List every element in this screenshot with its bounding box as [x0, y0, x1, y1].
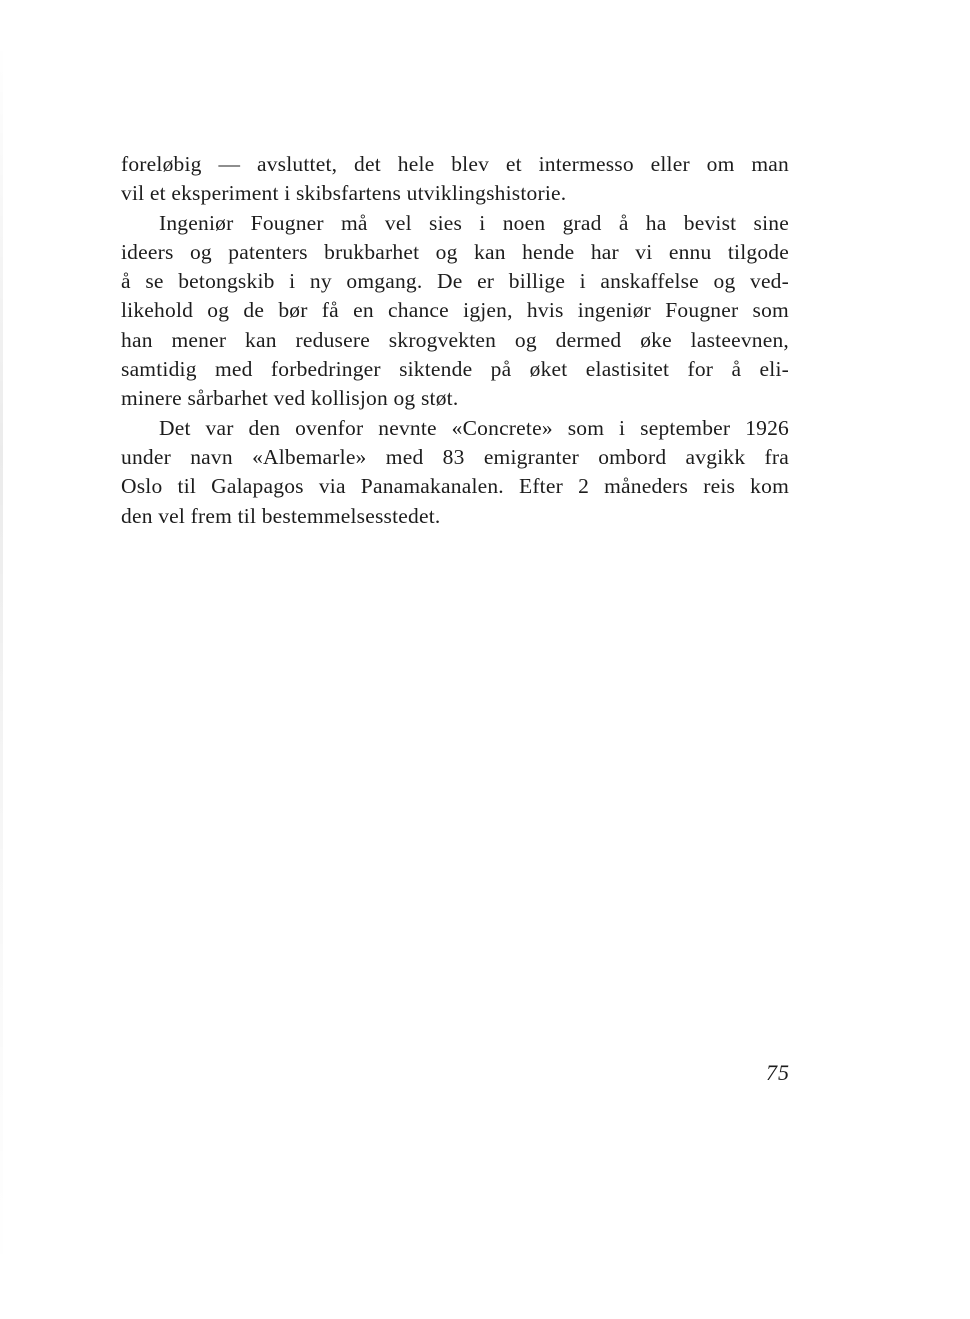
- text-line: foreløbig — avsluttet, det hele blev et intermesso eller om man: [121, 152, 789, 176]
- text-line: ideers og patenters brukbarhet og kan hende har vi ennu tilgode: [121, 239, 789, 264]
- text-line: samtidig med forbedringer siktende på øket elastisitet for å eli-: [121, 357, 789, 382]
- text-line: Det var den ovenfor nevnte «Concrete» som i september 1926: [159, 415, 789, 440]
- text-line: Ingeniør Fougner må vel sies i noen grad å ha bevist sine: [159, 210, 789, 235]
- text-line: vil et eksperiment i skibsfartens utviklingshistorie.: [121, 181, 567, 206]
- page-number: 75: [766, 1060, 790, 1085]
- text-line: under navn «Albemarle» med 83 emigranter ombord avgikk fra: [121, 444, 789, 469]
- text-line: likehold og de bør få en chance igjen, hvis ingeniør Fougner som: [121, 298, 789, 323]
- body-text: [121, 150, 789, 531]
- text-line: den vel frem til bestemmelsesstedet.: [121, 503, 441, 528]
- text-line: Oslo til Galapagos via Panamakanalen. Efter 2 måneders reis kom: [121, 474, 789, 499]
- text-line: minere sårbarhet ved kollisjon og støt.: [121, 386, 459, 411]
- text-line: han mener kan redusere skrogvekten og dermed øke lasteevnen,: [121, 327, 789, 352]
- page-edge-shadow: [0, 40, 3, 1280]
- text-line: å se betongskib i ny omgang. De er billige i anskaffelse og ved-: [121, 269, 789, 294]
